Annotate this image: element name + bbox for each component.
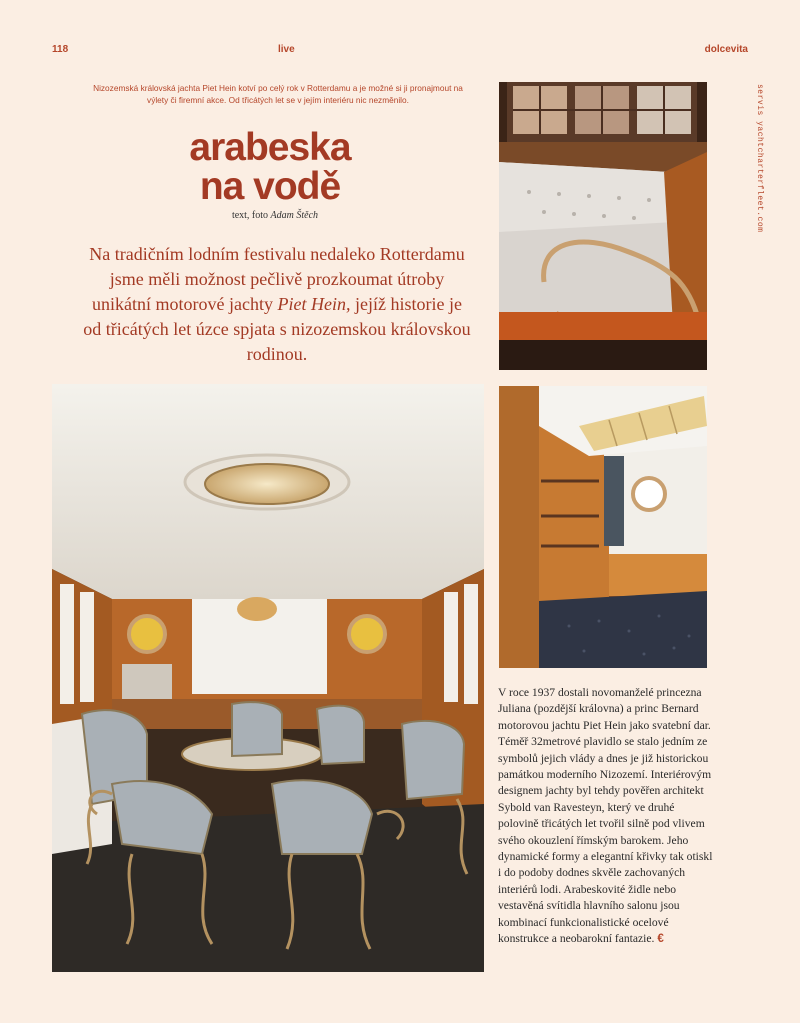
end-mark: € xyxy=(657,932,664,946)
author-credit xyxy=(210,210,340,221)
lead-paragraph xyxy=(82,242,472,367)
title-line-2: na vodě xyxy=(199,165,341,208)
page-number: 118 xyxy=(52,44,69,55)
lead-part-1: Na tradičním lodním festivalu nedaleko Rotterdamu jsme měli možnost pečlivě prozkoumat útroby unikátní motorové jachty xyxy=(89,244,465,314)
lead-italic: Piet Hein, xyxy=(277,294,351,314)
credit-prefix: text, foto xyxy=(231,210,269,221)
photo-cabin xyxy=(499,386,707,668)
lead-part-2: jejíž historie je od třicátých let úzce spjata s nizozemskou královskou rodinou. xyxy=(83,294,471,364)
section-label: live xyxy=(278,44,295,55)
article-body xyxy=(498,685,713,948)
photo-caption: Nizozemská královská jachta Piet Hein kotví po celý rok v Rotterdamu a je možné si ji pronajmout na výlety či firemní akce. Od třicátých let se v jejím interiéru nic nezměnilo. xyxy=(93,83,463,105)
side-credit: servis yachtcharterfleet.com xyxy=(755,84,764,233)
title-line-1: arabeska xyxy=(189,126,351,169)
photo-sofa xyxy=(499,82,707,370)
article-title xyxy=(170,128,370,206)
credit-author: Adam Štěch xyxy=(270,210,319,221)
photo-main-salon xyxy=(52,384,484,972)
body-text: V roce 1937 dostali novomanželé princezna Juliana (pozdější královna) a princ Bernard motorovou jachtu Piet Hein jako svatební dar. Téměř 32metrové plavidlo se stalo jedním ze symbolů jejich vlády a dnes je již historickou památkou moderního Nizozemí. Interiérovým designem jachty byl tehdy pověřen architekt Sybold van Ravesteyn, který ve druhé polovině třicátých let tvořil silně pod vlivem svého okouzlení římským barokem. Jeho dynamické formy a elegantní křivky tak otiskl i do podoby dodnes skvěle zachovaných interiérů lodi. Arabeskovité židle nebo vestavěná svítidla hlavního salonu jsou kombinací funkcionalistické ocelové konstrukce a neobarokní fantazie. xyxy=(498,686,713,946)
magazine-name: dolcevita xyxy=(704,44,748,55)
